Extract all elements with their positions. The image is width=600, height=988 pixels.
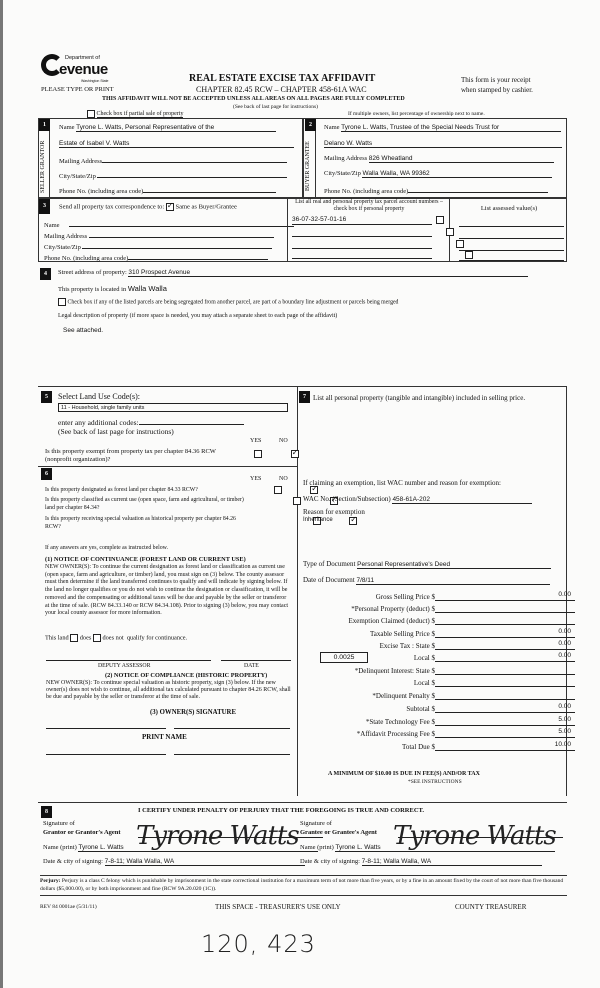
- print-name-line-1[interactable]: [46, 754, 166, 755]
- seller-phone-input[interactable]: [143, 185, 276, 193]
- doc-type-input[interactable]: Personal Representative's Deed: [357, 561, 551, 569]
- exempt-question: Is this property exempt from property tax per chapter 84.36 RCW (nonprofit organization)?: [45, 448, 216, 463]
- reason-label: Reason for exemption: [303, 508, 365, 516]
- buyer-city-row: City/State/Zip Walla Walla, WA 99362: [324, 170, 552, 178]
- personal-property-checkbox-2[interactable]: [446, 228, 454, 236]
- does-qualify-checkbox[interactable]: [70, 634, 78, 642]
- corr-city-input[interactable]: [82, 241, 272, 249]
- buyer-city-input[interactable]: Walla Walla, WA 99362: [362, 170, 552, 178]
- doc-type-row: Type of Document Personal Representative's Deed: [303, 560, 551, 569]
- grantee-name-row: Name (print) Tyrone L. Watts: [300, 844, 555, 852]
- exemption-claimed-label: Exemption Claimed (deduct) $: [348, 617, 435, 625]
- excise-tax-local-input[interactable]: 0.00: [435, 652, 575, 662]
- notice-continuance-title: (1) NOTICE OF CONTINUANCE (FOREST LAND OR CURRENT USE): [45, 556, 246, 563]
- seller-name-row: Name Tyrone L. Watts, Personal Representative of the: [59, 124, 299, 132]
- section-number-badge: 6: [41, 468, 52, 480]
- seller-phone-row: Phone No. (including area code): [59, 185, 276, 195]
- parcel-header: List all real and personal property tax parcel account numbers – check box if personal property: [295, 199, 443, 212]
- affidavit-processing-fee-input[interactable]: 5.00: [435, 728, 575, 738]
- doc-date-row: Date of Document 7/8/11: [303, 576, 550, 585]
- section-8-certification: [38, 802, 567, 872]
- owner-signature-line-2[interactable]: [174, 728, 290, 729]
- receipt-note-1: This form is your receipt: [461, 76, 531, 84]
- additional-codes-input[interactable]: [139, 416, 244, 425]
- logo-state-text: Washington State: [81, 79, 109, 83]
- total-due-input[interactable]: 10.00: [435, 741, 575, 751]
- section-number-badge: 1: [39, 119, 50, 131]
- minimum-due-note: A MINIMUM OF $10.00 IS DUE IN FEE(S) AND/OR TAX: [328, 771, 480, 777]
- grantor-signature: Tyrone Watts: [136, 821, 299, 851]
- street-address-row: Street address of property: 310 Prospect Avenue: [58, 269, 528, 277]
- personal-property-label: List all personal property (tangible and intangible) included in selling price.: [313, 394, 526, 402]
- logo-dept-text: Department of: [65, 55, 100, 61]
- grantee-signature-label-2: Grantee or Grantee's Agent: [300, 829, 377, 836]
- exemption-intro: If claiming an exemption, list WAC number and reason for exemption:: [303, 479, 501, 487]
- see-instructions-note: *SEE INSTRUCTIONS: [408, 779, 462, 785]
- section-4-property: [38, 264, 567, 386]
- form-chapter: CHAPTER 82.45 RCW – CHAPTER 458-61A WAC: [196, 85, 367, 94]
- left-column: [38, 386, 298, 796]
- grantee-signature-label-1: Signature of: [300, 820, 332, 827]
- grantor-signature-label-2: Grantor or Grantor's Agent: [43, 829, 121, 836]
- receipt-note-2: when stamped by cashier.: [461, 86, 533, 94]
- parcel-input-3[interactable]: [292, 240, 432, 249]
- delinquent-penalty-input[interactable]: [435, 690, 575, 700]
- excise-tax-local-label: Local $: [413, 654, 435, 662]
- state-technology-fee-input[interactable]: 5.00: [435, 716, 575, 726]
- yes-header: YES: [250, 438, 262, 444]
- section-6-divider: [38, 466, 297, 467]
- total-due-label: Total Due $: [402, 743, 435, 751]
- does-not-qualify-checkbox[interactable]: [93, 634, 101, 642]
- section-3-correspondence: [38, 198, 567, 262]
- same-as-buyer-checkbox[interactable]: [166, 203, 174, 211]
- handwritten-number: 120, 423: [201, 930, 316, 958]
- affidavit-processing-fee-label: *Affidavit Processing Fee $: [356, 730, 435, 738]
- buyer-mailing-input[interactable]: 826 Wheatland: [369, 155, 554, 163]
- instructions-note: (See back of last page for instructions): [233, 104, 318, 110]
- parcel-input-2[interactable]: [292, 228, 432, 237]
- owner-signature-label: (3) OWNER(S) SIGNATURE: [150, 709, 236, 716]
- reason-value[interactable]: Inheritance: [303, 517, 333, 523]
- yes-header-6: YES: [250, 476, 262, 482]
- print-name-line-2[interactable]: [174, 754, 290, 755]
- segregated-row: Check box if any of the listed parcels are being segregated from another parcel, are part of a boundary line adjustment or parcels being merged: [58, 298, 398, 306]
- grantee-name-input[interactable]: Tyrone L. Watts: [335, 844, 555, 852]
- assessed-value-input-1[interactable]: [459, 218, 564, 227]
- grantor-signature-label-1: Signature of: [43, 820, 75, 827]
- corr-phone-row: Phone No. (including area code): [44, 252, 268, 262]
- gross-selling-price-input[interactable]: 0.00: [435, 591, 575, 601]
- seller-city-input[interactable]: [97, 170, 287, 178]
- grantor-date-row: Date & city of signing: 7-8-11; Walla Walla, WA: [43, 858, 305, 866]
- excise-tax-state-input[interactable]: 0.00: [435, 640, 575, 650]
- located-in-value[interactable]: Walla Walla: [127, 284, 167, 293]
- personal-property-input[interactable]: [313, 417, 553, 472]
- personal-property-deduct-label: *Personal Property (deduct) $: [351, 605, 435, 613]
- corr-name-input[interactable]: [69, 219, 294, 227]
- grantee-date-input[interactable]: 7-8-11; Walla Walla, WA: [362, 858, 542, 866]
- buyer-name-row: Name Tyrone L. Watts, Trustee of the Special Needs Trust for: [324, 124, 561, 132]
- taxable-selling-price-input[interactable]: 0.00: [435, 628, 575, 638]
- excise-tax-state-label: Excise Tax : State $: [379, 642, 435, 650]
- delinquent-interest-local-label: Local $: [413, 679, 435, 687]
- section-1-seller: [38, 118, 303, 198]
- send-correspondence-row: Send all property tax correspondence to: ✓ Same as Buyer/Grantee: [59, 203, 237, 211]
- state-technology-fee-label: *State Technology Fee $: [365, 718, 435, 726]
- seller-mailing-input[interactable]: [102, 155, 287, 163]
- additional-codes-row: enter any additional codes:: [58, 416, 244, 427]
- partial-sale-label: Check box if partial sale of property: [96, 111, 184, 118]
- seller-name-input-2[interactable]: Estate of Isabel V. Watts: [59, 140, 294, 148]
- buyer-name-row-2: [324, 140, 562, 148]
- print-name-label: PRINT NAME: [142, 733, 187, 741]
- partial-sale-checkbox[interactable]: [87, 110, 95, 118]
- forest-yes-checkbox[interactable]: [274, 486, 282, 494]
- notice-continuance-body: NEW OWNER(S): To continue the current designation as forest land or classification as current use (open space, farm and agriculture, or timber) land, you must sign on (3) below. The county assessor must then determine if the land transferred continues to qualify and will indicate by signing below. If the land no longer qualifies or you do not wish to continue the designation or classification, it will be removed and the compensating or additional taxes will be due and payable by the seller or transferor at the time of sale. (RCW 84.33.140 or RCW 84.34.108). Prior to signing (3) below, you may contact your local county assessor for more information.: [45, 564, 289, 617]
- parcel-input-4[interactable]: [292, 251, 432, 259]
- land-use-select[interactable]: 11 - Household, single family units: [58, 403, 288, 412]
- assessed-value-input-3[interactable]: [459, 242, 564, 251]
- seller-grantor-label: SELLER GRANTOR: [40, 140, 46, 193]
- seller-name-input[interactable]: Tyrone L. Watts, Personal Representative of the: [76, 124, 276, 132]
- section-number-badge: 7: [299, 391, 310, 403]
- corr-phone-input[interactable]: [128, 252, 268, 260]
- certify-statement: I CERTIFY UNDER PENALTY OF PERJURY THAT THE FOREGOING IS TRUE AND CORRECT.: [138, 807, 425, 814]
- exempt-yes-checkbox[interactable]: [254, 450, 262, 458]
- section-number-badge: 4: [40, 268, 51, 280]
- seller-city-row: City/State/Zip: [59, 170, 287, 180]
- assessor-date-label: DATE: [244, 663, 259, 669]
- treasurer-use-label: THIS SPACE - TREASURER'S USE ONLY: [215, 903, 341, 911]
- buyer-phone-row: Phone No. (including area code): [324, 185, 548, 195]
- no-header: NO: [279, 438, 288, 444]
- buyer-grantee-label: BUYER GRANTEE: [305, 141, 311, 192]
- buyer-mailing-row: Mailing Address 826 Wheatland: [324, 155, 554, 163]
- local-rate-box[interactable]: 0.0025: [320, 652, 368, 663]
- grantee-date-row: Date & city of signing: 7-8-11; Walla Walla, WA: [300, 858, 542, 866]
- notice-compliance-body: NEW OWNER(S): To continue special valuation as historic property, sign (3) below. If the new owner(s) does not wish to continue, all additional tax calculated pursuant to chapter 84.26 RCW, shall be due and payable by the seller or transferor at the time of sale.: [46, 680, 291, 700]
- wac-number-input[interactable]: 458-61A-202: [392, 496, 532, 504]
- form-revision: REV 84 0001ae (5/31/11): [40, 904, 97, 910]
- deputy-assessor-signature-line[interactable]: [46, 660, 211, 661]
- forest-land-question: Is this property designated as forest land per chapter 84.33 RCW?: [45, 487, 198, 493]
- seller-name-row-2: [59, 140, 294, 148]
- grantor-name-input[interactable]: Tyrone L. Watts: [78, 844, 318, 852]
- doc-date-input[interactable]: 7/8/11: [356, 577, 550, 585]
- assessor-date-line[interactable]: [221, 660, 291, 661]
- section-number-badge: 3: [39, 199, 50, 214]
- section-number-badge: 2: [305, 119, 316, 131]
- parcel-column: [287, 198, 450, 262]
- delinquent-interest-state-label: *Delinquent Interest: State $: [354, 667, 435, 675]
- deputy-assessor-label: DEPUTY ASSESSOR: [98, 663, 151, 669]
- perjury-notice: Perjury: Perjury is a class C felony which is punishable by imprisonment in the state correctional institution for a maximum term of not more than five years, or by a fine in an amount fixed by the court of not more than five thousand dollars ($5,000.00), or by both imprisonment and fine (RCW 9A.20.020 (1C)).: [40, 875, 567, 896]
- no-header-6: NO: [279, 476, 288, 482]
- completion-warning: THIS AFFIDAVIT WILL NOT BE ACCEPTED UNLESS ALL AREAS ON ALL PAGES ARE FULLY COMPLETED: [102, 96, 405, 102]
- legal-description-label: Legal description of property (if more space is needed, you may attach a separate sheet to each page of the affidavit): [58, 313, 338, 319]
- legal-description-value[interactable]: See attached.: [63, 327, 104, 334]
- grantor-date-input[interactable]: 7-8-11; Walla Walla, WA: [105, 858, 305, 866]
- buyer-phone-input[interactable]: [408, 185, 548, 193]
- continuance-row: This land does does not qualify for continuance.: [45, 634, 188, 642]
- delinquent-interest-state-input[interactable]: [435, 665, 575, 675]
- county-treasurer-label: COUNTY TREASURER: [455, 903, 527, 911]
- street-address-input[interactable]: 310 Prospect Avenue: [128, 269, 528, 277]
- parcel-input-1[interactable]: 36-07-32-57-01-16: [292, 216, 432, 225]
- notice-compliance-title: (2) NOTICE OF COMPLIANCE (HISTORIC PROPERTY): [105, 672, 268, 679]
- delinquent-penalty-label: *Delinquent Penalty $: [372, 692, 435, 700]
- delinquent-interest-local-input[interactable]: [435, 677, 575, 687]
- grantor-name-row: Name (print) Tyrone L. Watts: [43, 844, 318, 852]
- corr-mailing-input[interactable]: [89, 230, 274, 238]
- section-2-buyer: [303, 118, 567, 198]
- if-yes-note: If any answers are yes, complete as instructed below.: [45, 545, 168, 551]
- see-back-note: (See back of last page for instructions): [58, 427, 174, 436]
- seller-mailing-row: Mailing Address: [59, 155, 287, 165]
- current-use-question: Is this property classified as current use (open space, farm and agricultural, or timber) land per chapter 84.34?: [45, 497, 244, 511]
- taxable-selling-price-label: Taxable Selling Price $: [369, 630, 435, 638]
- form-title: REAL ESTATE EXCISE TAX AFFIDAVIT: [189, 73, 376, 84]
- subtotal-label: Subtotal $: [406, 705, 435, 713]
- land-use-label: Select Land Use Code(s):: [58, 392, 140, 401]
- located-in-row: This property is located in Walla Walla: [58, 284, 167, 293]
- assessed-value-input-4[interactable]: [459, 253, 564, 261]
- wac-row: WAC No. (Section/Subsection) 458-61A-202: [303, 495, 532, 504]
- assessed-value-input-2[interactable]: [459, 230, 564, 239]
- section-number-badge: 5: [41, 391, 52, 403]
- corr-city-row: City/State/Zip: [44, 241, 272, 251]
- section-7-financial: [298, 386, 571, 796]
- exemption-claimed-input[interactable]: [435, 615, 575, 625]
- corr-mailing-row: Mailing Address: [44, 230, 274, 240]
- historical-question: Is this property receiving special valuation as historical property per chapter 84.26 RCW?: [45, 516, 236, 530]
- section-number-badge: 8: [41, 806, 52, 818]
- owner-signature-line-1[interactable]: [46, 728, 166, 729]
- segregated-checkbox[interactable]: [58, 298, 66, 306]
- assessed-value-header: List assessed value(s): [480, 205, 538, 212]
- buyer-name-input[interactable]: Tyrone L. Watts, Trustee of the Special Needs Trust for: [341, 124, 561, 132]
- gross-selling-price-label: Gross Selling Price $: [375, 593, 435, 601]
- subtotal-input[interactable]: 0.00: [435, 703, 575, 713]
- please-type-label: PLEASE TYPE OR PRINT: [41, 86, 114, 93]
- partial-sale-row: [87, 110, 183, 118]
- grantee-signature: Tyrone Watts: [393, 821, 556, 851]
- personal-property-checkbox-1[interactable]: [436, 216, 444, 224]
- buyer-name-input-2[interactable]: Delano W. Watts: [324, 140, 562, 148]
- personal-property-deduct-input[interactable]: [435, 603, 575, 613]
- multiple-owners-note: If multiple owners, list percentage of ownership next to name.: [348, 111, 485, 117]
- logo-name-text: evenue: [59, 61, 108, 78]
- corr-name-row: Name: [44, 219, 294, 229]
